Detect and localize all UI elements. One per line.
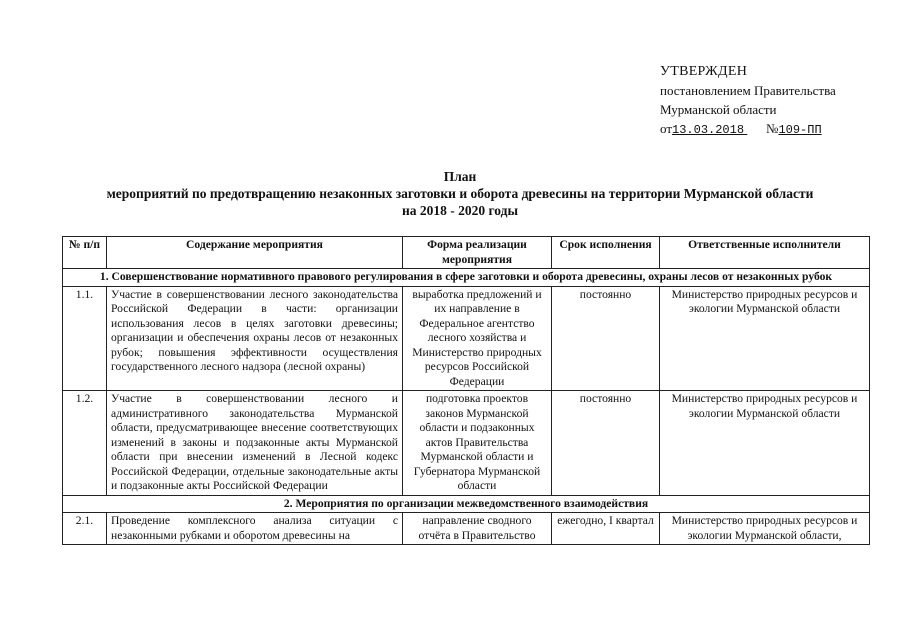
row-term: ежегодно, I квартал — [552, 513, 660, 545]
row-num: 1.1. — [63, 286, 107, 391]
approval-date: 13.03.2018 — [672, 123, 745, 137]
table-row — [63, 391, 870, 496]
row-content: Участие в совершенствовании лесного законодательства Российской Федерации в части: организации использования лесов в целях заготовки древесины; организации и обеспечения охраны лесов от незаконных рубок; повышения эффективности осуществления государственного лесного надзора (лесной охраны) — [107, 286, 403, 391]
approval-line-1: постановлением Правительства — [660, 83, 836, 98]
approval-line-2: Мурманской области — [660, 102, 777, 117]
row-form: направление сводного отчёта в Правительство — [403, 513, 552, 545]
approval-heading: УТВЕРЖДЕН — [660, 64, 748, 79]
title-line-1: План — [443, 169, 477, 184]
section-1-title: 1. Совершенствование нормативного правового регулирования в сфере заготовки и оборота древесины, охраны лесов от незаконных рубок — [63, 269, 870, 287]
approval-number: 109-ПП — [778, 123, 822, 137]
row-responsible: Министерство природных ресурсов и экологии Мурманской области, — [660, 513, 870, 545]
section-row — [63, 495, 870, 513]
row-content: Участие в совершенствовании лесного и административного законодательства Мурманской области, предусматривающее внесение соответствующих изменений в законы и подзаконные акты Мурманской области при внесении изменений в Лесной кодекс Российской Федерации, отдельные законодательные акты и подзаконные акты Российской Федерации — [107, 391, 403, 496]
header-num: № п/п — [63, 237, 107, 269]
number-prefix: № — [766, 121, 779, 136]
header-form: Форма реализации мероприятия — [403, 237, 552, 269]
approval-block — [660, 62, 836, 140]
row-term: постоянно — [552, 391, 660, 496]
table-row — [63, 513, 870, 545]
table-header-row — [63, 237, 870, 269]
document-title — [60, 168, 860, 219]
header-responsible: Ответственные исполнители — [660, 237, 870, 269]
date-gap — [744, 119, 766, 138]
plan-table — [62, 236, 870, 545]
section-row — [63, 269, 870, 287]
header-term: Срок исполнения — [552, 237, 660, 269]
row-term: постоянно — [552, 286, 660, 391]
row-form: подготовка проектов законов Мурманской области и подзаконных актов Правительства Мурманской области и Губернатора Мурманской области — [403, 391, 552, 496]
row-form: выработка предложений и их направление в Федеральное агентство лесного хозяйства и Министерство природных ресурсов Российской Федерации — [403, 286, 552, 391]
table-row — [63, 286, 870, 391]
title-line-2: мероприятий по предотвращению незаконных заготовки и оборота древесины на территории Мурманской области — [106, 186, 814, 201]
row-num: 1.2. — [63, 391, 107, 496]
row-responsible: Министерство природных ресурсов и экологии Мурманской области — [660, 391, 870, 496]
approval-date-line — [660, 119, 836, 140]
title-line-3: на 2018 - 2020 годы — [401, 203, 519, 218]
date-prefix: от — [660, 121, 673, 136]
section-2-title: 2. Мероприятия по организации межведомственного взаимодействия — [63, 495, 870, 513]
row-content: Проведение комплексного анализа ситуации с незаконными рубками и оборотом древесины на — [107, 513, 403, 545]
row-responsible: Министерство природных ресурсов и экологии Мурманской области — [660, 286, 870, 391]
header-content: Содержание мероприятия — [107, 237, 403, 269]
row-num: 2.1. — [63, 513, 107, 545]
